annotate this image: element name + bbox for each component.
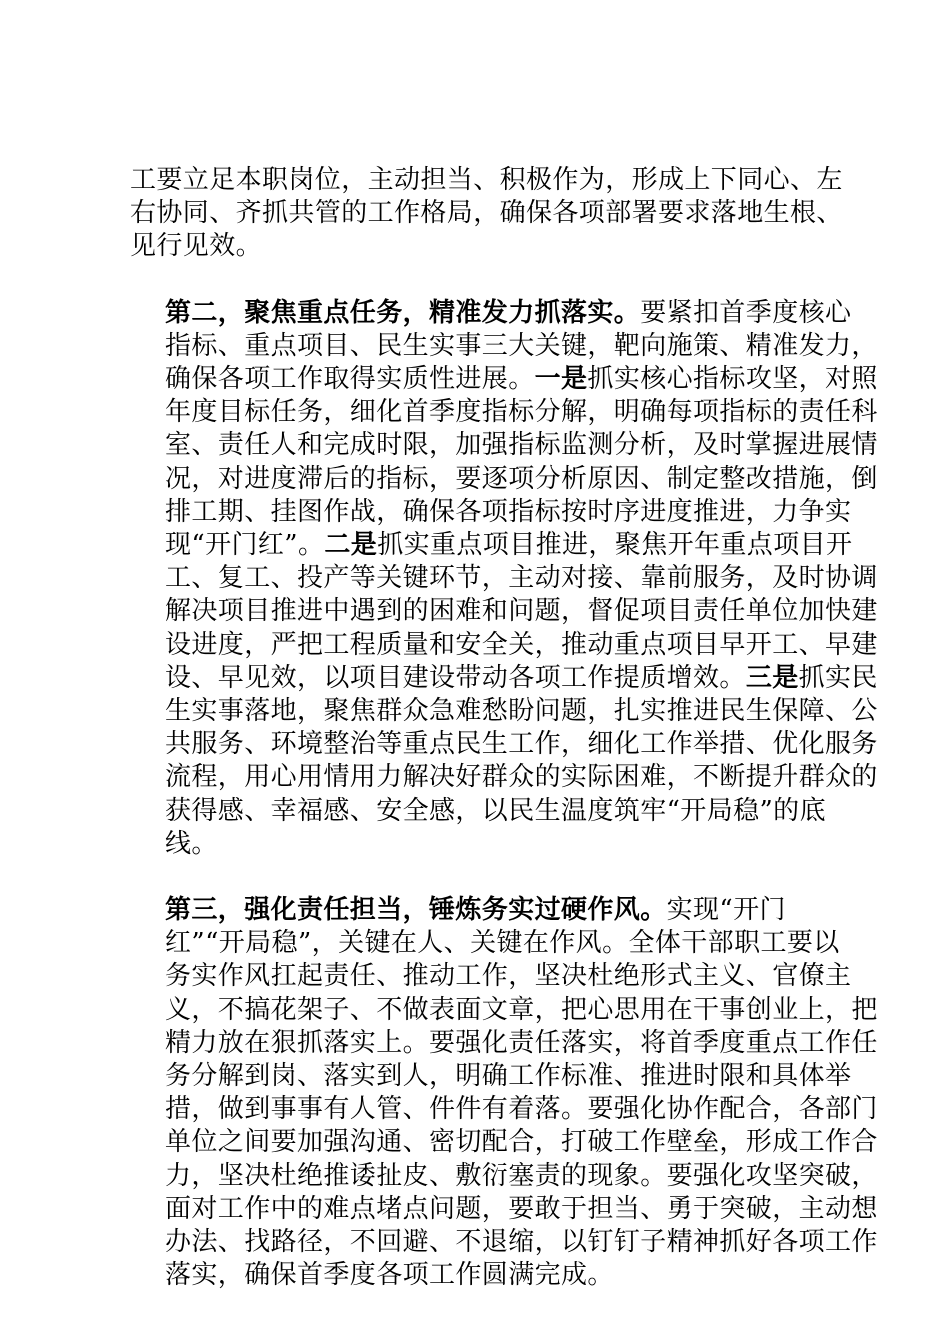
body-text: 要紧扣首季度核心 xyxy=(640,297,852,328)
text-line xyxy=(130,330,878,363)
text-line xyxy=(130,429,878,462)
text-line xyxy=(130,894,820,927)
body-text: 设进度，严把工程质量和安全关，推动重点项目早开工、早建 xyxy=(165,629,878,660)
text-line xyxy=(130,695,878,728)
body-text: 红”“开局稳”，关键在人、关键在作风。全体干部职工要以 xyxy=(165,928,840,959)
body-text: 室、责任人和完成时限，加强指标监测分析，及时掌握进展情 xyxy=(165,430,878,461)
text-line xyxy=(130,761,878,794)
body-text: 抓实核心指标攻坚，对照 xyxy=(587,364,878,395)
bold-heading: 三是 xyxy=(745,662,799,693)
text-line xyxy=(130,164,843,197)
text-line xyxy=(130,1160,878,1193)
paragraph-gap xyxy=(130,264,820,297)
text-line xyxy=(130,828,820,861)
body-text: 现“开门红”。 xyxy=(165,530,325,561)
body-text: 设、早见效，以项目建设带动各项工作提质增效。 xyxy=(165,662,746,693)
text-line xyxy=(130,960,852,993)
body-text: 务实作风扛起责任、推动工作，坚决杜绝形式主义、官僚主 xyxy=(165,961,852,992)
bold-heading: 第三，强化责任担当，锤炼务实过硬作风。 xyxy=(165,895,667,926)
body-text: 务分解到岗、落实到人，明确工作标准、推进时限和具体举 xyxy=(165,1061,852,1092)
body-text: 解决项目推进中遇到的困难和问题，督促项目责任单位加快建 xyxy=(165,596,878,627)
body-text: 见行见效。 xyxy=(130,231,263,262)
text-line xyxy=(130,1226,878,1259)
body-text: 况，对进度滞后的指标，要逐项分析原因、制定整改措施，倒 xyxy=(165,463,878,494)
body-text: 工要立足本职岗位，主动担当、积极作为，形成上下同心、左 xyxy=(130,165,843,195)
text-line xyxy=(130,994,878,1027)
body-text: 生实事落地，聚焦群众急难愁盼问题，扎实推进民生保障、公 xyxy=(165,696,878,727)
body-text: 年度目标任务，细化首季度指标分解，明确每项指标的责任科 xyxy=(165,397,878,428)
text-line xyxy=(130,1060,852,1093)
body-text: 精力放在狠抓落实上。要强化责任落实，将首季度重点工作任 xyxy=(165,1027,878,1058)
body-text: 措，做到事事有人管、件件有着落。要强化协作配合，各部门 xyxy=(165,1094,878,1125)
text-line xyxy=(130,1126,878,1159)
text-line xyxy=(130,1027,878,1060)
text-line xyxy=(130,396,878,429)
text-line xyxy=(130,463,878,496)
body-text: 指标、重点项目、民生实事三大关键，靶向施策、精准发力， xyxy=(165,330,878,361)
text-line xyxy=(130,662,878,695)
paragraph-third-point xyxy=(130,894,878,1292)
text-line xyxy=(130,728,878,761)
body-text: 获得感、幸福感、安全感，以民生温度筑牢“开局稳”的底 xyxy=(165,795,826,826)
body-text: 工、复工、投产等关键环节，主动对接、靠前服务，及时协调 xyxy=(165,563,878,594)
text-line xyxy=(130,1193,878,1226)
paragraph-gap xyxy=(130,861,820,894)
body-text: 力，坚决杜绝推诿扯皮、敷衍塞责的现象。要强化攻坚突破， xyxy=(165,1160,878,1191)
body-text: 右协同、齐抓共管的工作格局，确保各项部署要求落地生根、 xyxy=(130,198,843,229)
text-line xyxy=(130,297,852,330)
text-line xyxy=(130,529,853,562)
body-text: 确保各项工作取得实质性进展。 xyxy=(165,364,535,395)
body-text: 面对工作中的难点堵点问题，要敢于担当、勇于突破，主动想 xyxy=(165,1193,878,1224)
body-text: 排工期、挂图作战，确保各项指标按时序进度推进，力争实 xyxy=(165,496,852,527)
text-line xyxy=(130,363,878,396)
text-line xyxy=(130,496,852,529)
text-line xyxy=(130,1259,820,1292)
body-text: 义，不搞花架子、不做表面文章，把心思用在干事创业上，把 xyxy=(165,994,878,1025)
paragraph-second-point xyxy=(130,297,878,861)
text-line xyxy=(130,230,820,263)
body-text: 流程，用心用情用力解决好群众的实际困难，不断提升群众的 xyxy=(165,762,878,793)
paragraph-continuation xyxy=(130,164,843,264)
body-text: 线。 xyxy=(165,828,218,859)
text-line xyxy=(130,595,878,628)
body-text: 办法、找路径，不回避、不退缩，以钉钉子精神抓好各项工作 xyxy=(165,1227,878,1258)
body-text: 实现“开门 xyxy=(666,895,786,926)
body-text: 落实，确保首季度各项工作圆满完成。 xyxy=(165,1260,614,1291)
text-line xyxy=(130,629,878,662)
bold-heading: 二是 xyxy=(324,530,378,561)
text-line xyxy=(130,197,843,230)
text-line xyxy=(130,562,878,595)
document-page xyxy=(130,164,878,1293)
body-text: 共服务、环境整治等重点民生工作，细化工作举措、优化服务 xyxy=(165,729,878,760)
body-text: 单位之间要加强沟通、密切配合，打破工作壁垒，形成工作合 xyxy=(165,1127,878,1158)
text-line xyxy=(130,927,840,960)
text-line xyxy=(130,1093,878,1126)
text-line xyxy=(130,795,826,828)
body-text: 抓实民 xyxy=(798,662,878,693)
bold-heading: 第二，聚焦重点任务，精准发力抓落实。 xyxy=(165,297,641,328)
body-text: 抓实重点项目推进，聚焦开年重点项目开 xyxy=(377,530,853,561)
bold-heading: 一是 xyxy=(534,364,588,395)
